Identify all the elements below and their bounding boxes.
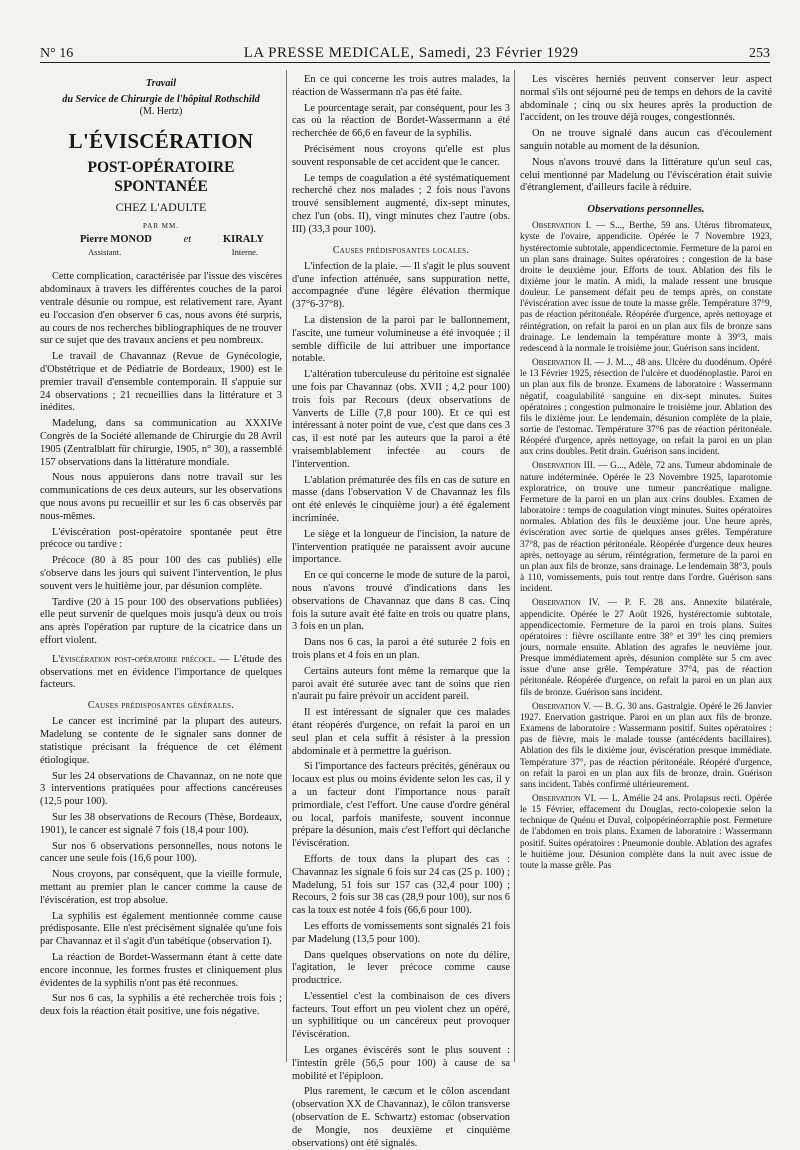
observation-text: — P. F. 28 ans. Annexite bilatérale, appendicite. Opérée le 27 Août 1926, hystérectomie subtotale, appendicectomie. Fermeture de la paroi en trois plans. Suites opératoires : fièvre oscillante entre 38° et 39° les cinq premiers jours, normale ensuite. Ablation des agrafes le neuvième jour. Presque immédiatement après, désunion complète sur 5 cm avec issue d'une anse grêle. Température 37°4, pas de réaction péritonéale. Réopérée d'urgence, on refait la paroi en un plan aux fils de bronze. Guérison sans incident.	[520, 598, 772, 698]
article-title: L'ÉVISCÉRATION	[68, 128, 254, 153]
paragraph: Nous nous appuierons dans notre travail sur les communications de ces deux auteurs, sur les observations que nous avons pu recueillir et sur les 6 cas observés par nous-mêmes.	[40, 472, 282, 522]
paragraph: Si l'importance des facteurs précités, généraux ou locaux est plus ou moins évidente selon les cas, il y a un facteur dont l'importance nous paraît primordiale, c'est l'effort. Une cause d'ordre général ou local, parfois manifeste, souvent inconnue prépare la désunion, mais c'est l'effort qui déclanche l'éviscération.	[292, 761, 510, 850]
paragraph: Sur nos 6 observations personnelles, nous notons le cancer une seule fois (16,6 pour 100).	[40, 840, 282, 865]
paragraph: Le cancer est incriminé par la plupart des auteurs. Madelung se contente de le signaler sans donner de statistique précisant la fréquence de cet élément étiologique.	[40, 716, 282, 766]
author-name: KIRALY	[222, 234, 264, 246]
observation-entry	[520, 461, 772, 595]
observation-label: Observation I.	[532, 221, 592, 232]
paragraph: L'ablation prématurée des fils en cas de suture en masse (dans l'observation V de Chavannaz les fils ont été enlevés le cinquième jour) a été également incriminée.	[292, 474, 510, 524]
author-role: Interne.	[231, 246, 258, 257]
observation-text: — G..., Adèle, 72 ans. Tumeur abdominale de nature indéterminée. Opérée le 23 Novembre 1925, laparotomie exploratrice, on trouve une tumeur pancréatique maligne. Fermeture de la paroi en un plan aux crins doubles. Examen de laboratoire : temps de coagulation vingt minutes. Suites opératoires normales. Ablation des fils le deuxième jour. Une heure après, éviscération avec sortie de quelques anses grêles. Température 37°8, pas de réaction péritonéale. Réopérée d'urgence deux heures après, nettoyage au sérum, réintégration, fermeture de la paroi en un plan aux fils de bronze, sans drainage. Le lendemain 38°3, pouls à 110, vomissements, puis tout rentre dans l'ordre. Guérison sans incident.	[520, 461, 772, 595]
paragraph: Les organes éviscérés sont le plus souvent : l'intestin grêle (56,5 pour 100) à cause de sa mobilité et l'épiploon.	[292, 1045, 510, 1082]
article-subsubtitle: CHEZ L'ADULTE	[115, 199, 207, 214]
paragraph: Sur les 38 observations de Recours (Thèse, Bordeaux, 1901), le cancer est signalé 7 fois (18,4 pour 100).	[40, 812, 282, 836]
paragraph: La syphilis est également mentionnée comme cause prédisposante. Elle n'est précisément signalée qu'une fois par Chavannaz et il s'agit d'un tabétique (observation I).	[40, 910, 282, 948]
author-roles	[40, 247, 282, 257]
author-role: Assistant.	[88, 246, 122, 257]
paragraph: Précisément nous croyons qu'elle est plus souvent responsable de cet accident que le cancer.	[292, 143, 510, 168]
issue-number: N° 16	[40, 46, 74, 61]
paragraph: Précoce (80 à 85 pour 100 des cas publiés) elle s'observe dans les jours qui suivent l'intervention, le plus souvent vers le huitième jour, par désunion complète.	[40, 555, 282, 592]
paragraph: Nous n'avons trouvé dans la littérature qu'un seul cas, celui mentionné par Madelung ou l'éviscération était suivie d'étranglement, d'ailleurs facile à réduire.	[520, 156, 772, 194]
section-heading: Causes prédisposantes générales.	[87, 700, 235, 712]
paragraph: Nous croyons, par conséquent, que la vieille formule, mettant au premier plan le cancer comme la cause de l'éviscération, est trop absolue.	[40, 869, 282, 906]
authors	[40, 234, 282, 247]
paragraph: Sur nos 6 cas, la syphilis a été recherchée trois fois ; deux fois la réaction était positive, une fois négative.	[40, 993, 282, 1018]
author-name: Pierre MONOD	[80, 234, 152, 246]
run-in-heading: L'éviscération post-opératoire précoce.	[52, 653, 216, 665]
journal-title: LA PRESSE MEDICALE, Samedi, 23 Février 1929	[243, 45, 579, 61]
paragraph: La distension de la paroi par le ballonnement, l'ascite, une tumeur volumineuse a été invoquée ; il semble difficile de lui attribuer une importance notable.	[292, 315, 510, 365]
paragraph: Il est intéressant de signaler que ces malades étant réopérés d'urgence, on refait la paroi en un seul plan et cela suffit à résister à la pression abdominale et à permettre la guérison.	[292, 707, 510, 757]
paragraph: Dans nos 6 cas, la paroi a été suturée 2 fois en trois plans et 4 fois en un plan.	[292, 637, 510, 661]
observation-text: — J. M..., 48 ans. Ulcère du duodénum. Opéré le 13 Février 1925, résection de l'ulcère et duodénoplastie. Paroi en un plan aux fils de bronze. Examens de laboratoire : Wassermann négatif, coagulabilité sanguine en dix-sept minutes. Suites opératoires ; congestion pulmonaire le troisième jour. Ablation des fils le dixième jour. Le lendemain, désunion complète de la plaie, sortie de l'estomac. Température 37°6 pas de réaction péritonéale. Réopéré d'urgence, après nettoyage, on refait la paroi en un plan aux crins doubles. Petit drain. Guérison sans incident.	[520, 358, 772, 458]
paragraph: Certains auteurs font même la remarque que la paroi avait été suturée avec tant de soins que rien n'aurait pu faire prévoir un accident pareil.	[292, 665, 510, 703]
credit-line: du Service de Chirurgie de l'hôpital Rothschild	[62, 94, 260, 106]
observation-label: Observation V.	[532, 701, 591, 712]
observation-label: Observation III.	[532, 461, 596, 472]
observation-text: — S..., Berthe, 59 ans. Utérus fibromateux, kyste de l'ovaire, appendicite. Opérée le 7 Novembre 1923, hystérectomie subtotale, appendicectomie. Fermeture de la paroi en un plan sans drainage. Suites opératoires : congestion de la base droite le deuxième jour. Efforts de toux. Ablation des fils le dixième jour le matin. A midi, la malade ressent une brusque douleur. Le pansement défait peu de temps après, on constate l'éviscération avec issue de toute la masse grêle. Température 37°9, pas de réaction péritonéale. Réopérée d'urgence, après nettoyage et réintégration, on refait la paroi en un plan aux fils de bronze sans drainage. Le lendemain la température monte à 39°3, mais redescend à la normale le troisième jour. Guérison sans incident.	[520, 221, 773, 354]
paragraph: Tardive (20 à 15 pour 100 des observations publiées) elle peut survenir de quelques mois jusqu'à deux ou trois ans après l'opération par rupture de la cicatrice dans un effort violent.	[40, 596, 282, 646]
section-heading: Causes prédisposantes locales.	[332, 244, 470, 256]
credit-line: Travail	[145, 78, 177, 89]
paragraph: Madelung, dans sa communication au XXXIVe Congrès de la Société allemande de Chirurgie du 28 Avril 1905 (Zentralblatt für chirurgie, 1905, n° 30), a rassemblé 157 observations dans la littérature mondiale.	[40, 418, 282, 468]
observation-entry	[520, 702, 772, 791]
column-rule	[514, 70, 515, 1062]
paragraph: Efforts de toux dans la plupart des cas : Chavannaz les signale 6 fois sur 24 cas (25 p. 100) ; Madelung, 51 fois sur 157 cas (32,4 pour 100) ; Recours, 2 fois sur 38 cas (28,9 pour 100), sur nos 6 cas la toux est notée 4 fois (66,6 pour 100).	[292, 853, 510, 917]
paragraph: En ce qui concerne les trois autres malades, la réaction de Wassermann n'a pas été faite.	[292, 74, 510, 98]
page-header	[40, 40, 770, 63]
observations-heading: Observations personnelles.	[587, 204, 705, 216]
observation-entry	[520, 794, 772, 872]
paragraph: L'essentiel c'est la combinaison de ces divers facteurs. Tout effort un peu violent chez un opéré, un syphilitique ou un cancéreux peut provoquer l'éviscération.	[292, 990, 510, 1041]
paragraph: En ce qui concerne le mode de suture de la paroi, nous n'avons trouvé d'indications dans les observations de Chavannaz que dans 8 cas. Cinq fois la suture avait été faite en trois ou quatre plans, 3 fois en un plan.	[292, 570, 510, 633]
observation-text: — B. G. 30 ans. Gastralgie. Opéré le 26 Janvier 1927. Enervation gastrique. Paroi en un plan aux fils de bronze. Examens de laboratoire : Wassermann positif. Suites opératoires : pas de fièvre, mais le malade tousse (antécédents bacillaires). Ablation des fils le dixième jour, éviscération presque immédiate. Température 37°, pas de réaction péritonéale. Réopéré d'urgence, on refait la paroi en un plan aux fils de bronze, drain. Guérison sans incident. Tabès confirmé ultérieurement.	[520, 701, 773, 790]
observation-entry	[520, 358, 772, 458]
observation-label: Observation VI.	[532, 794, 597, 804]
observation-entry	[520, 221, 772, 355]
paragraph: L'éviscération post-opératoire spontanée peut être précoce ou tardive :	[40, 526, 282, 551]
page-number: 253	[748, 46, 770, 61]
observation-label: Observation II.	[532, 358, 593, 369]
credit-line: (M. Hertz)	[139, 106, 183, 118]
paragraph: Les viscères herniés peuvent conserver leur aspect normal s'ils ont séjourné peu de temps en dehors de la cavité abdominale ; cinq ou six heures après la production de l'accident, on les trouve déjà rouges, congestionnés.	[520, 74, 772, 124]
column-1	[40, 74, 282, 1074]
paragraph: Le travail de Chavannaz (Revue de Gynécologie, d'Obstétrique et de Pédiatrie de Bordeaux, 1900) est le premier travail d'ensemble contemporain. Il s'appuie sur 24 observations ; 21 recueillies dans la littérature et 3 inédites.	[40, 351, 282, 414]
author-conjunction: et	[183, 234, 192, 246]
paragraph: La réaction de Bordet-Wassermann étant à cette date encore inconnue, les formes frustes et cliniquement plus évidentes de la syphilis n'ont pas été reconnues.	[40, 951, 282, 989]
observation-text: — L. Amélie 24 ans. Prolapsus recti. Opérée le 15 Février, effacement du Douglas, recto-colopexie selon la technique de Quénu et Duval, colpopérinéorraphie post. Fermeture de l'abdomen en trois plans. Examen de laboratoire : Wassermann positif. Suites opératoires : Pneumonie double. Ablation des agrafes le huitième jour. Désunion complète dans la nuit avec issue de toute la masse grêle. Pas	[520, 794, 773, 871]
paragraph: L'infection de la plaie. — Il s'agit le plus souvent d'une infection atténuée, sans suppuration nette, accompagnée d'une légère élévation thermique (37°6-37°8).	[292, 260, 510, 311]
paragraph: Sur les 24 observations de Chavannaz, on ne note que 3 interventions pratiquées pour affections cancéreuses (12,5 pour 100).	[40, 770, 282, 808]
paragraph: Le siège et la longueur de l'incision, la nature de l'intervention pratiquée ne paraissent avoir aucune importance.	[292, 528, 510, 566]
paragraph: L'altération tuberculeuse du péritoine est signalée une fois par Chavannaz (obs. XVII ; 4,2 pour 100) trois fois par Recours (deux observations de Vanverts de Lille (7,8 pour 100). Et ce qui est intéressant à noter point de vue, c'est que dans ces 3 cas, il est noté par les auteurs que la paroi a été vraisemblablement infectée au cours de l'intervention.	[292, 369, 510, 470]
paragraph: Cette complication, caractérisée par l'issue des viscères abdominaux à travers les différentes couches de la paroi ventrale désunie ou rompue, est relativement rare. Ayant eu l'occasion d'en observer 6 cas, nous avons été surpris, au cours de nos recherches bibliographiques de ne trouver sur ce sujet que des travaux anciens et peu nombreux.	[40, 271, 282, 347]
paragraph-text: — L'étude des observations met en évidence l'importance de quelques facteurs.	[40, 653, 282, 691]
paragraph	[40, 654, 282, 692]
article-subtitle: POST-OPÉRATOIRE SPONTANÉE	[87, 158, 235, 195]
paragraph: Les efforts de vomissements sont signalés 21 fois par Madelung (13,5 pour 100).	[292, 920, 510, 945]
paragraph: On ne trouve signalé dans aucun cas d'écoulement sanguin notable au moment de la désunion.	[520, 128, 772, 152]
paragraph: Le pourcentage serait, par conséquent, pour les 3 cas où la réaction de Bordet-Wassermann a été recherchée de 66,6 en faveur de la syphilis.	[292, 102, 510, 140]
observation-entry	[520, 598, 772, 698]
paragraph: Plus rarement, le cæcum et le côlon ascendant (observation XX de Chavannaz), le côlon transverse (observation de E. Schwartz) estomac (observation de Mongie, nos deuxième et cinquième observations) ont été signalés.	[292, 1086, 510, 1149]
paragraph: Dans quelques observations on note du délire, l'agitation, le lever précoce comme cause productrice.	[292, 949, 510, 987]
byline-par: PAR MM.	[143, 222, 179, 231]
column-2	[292, 74, 510, 1149]
paragraph: Le temps de coagulation a été systématiquement recherché chez nos malades ; 2 fois nous l'avons trouvé sensiblement augmenté, dix-sept minutes, chez l'un (obs. II), vingt minutes chez l'autre (obs. III) (33,3 pour 100).	[292, 172, 510, 235]
column-rule	[286, 70, 287, 1062]
column-3	[520, 74, 772, 1074]
observation-label: Observation IV.	[532, 598, 600, 609]
